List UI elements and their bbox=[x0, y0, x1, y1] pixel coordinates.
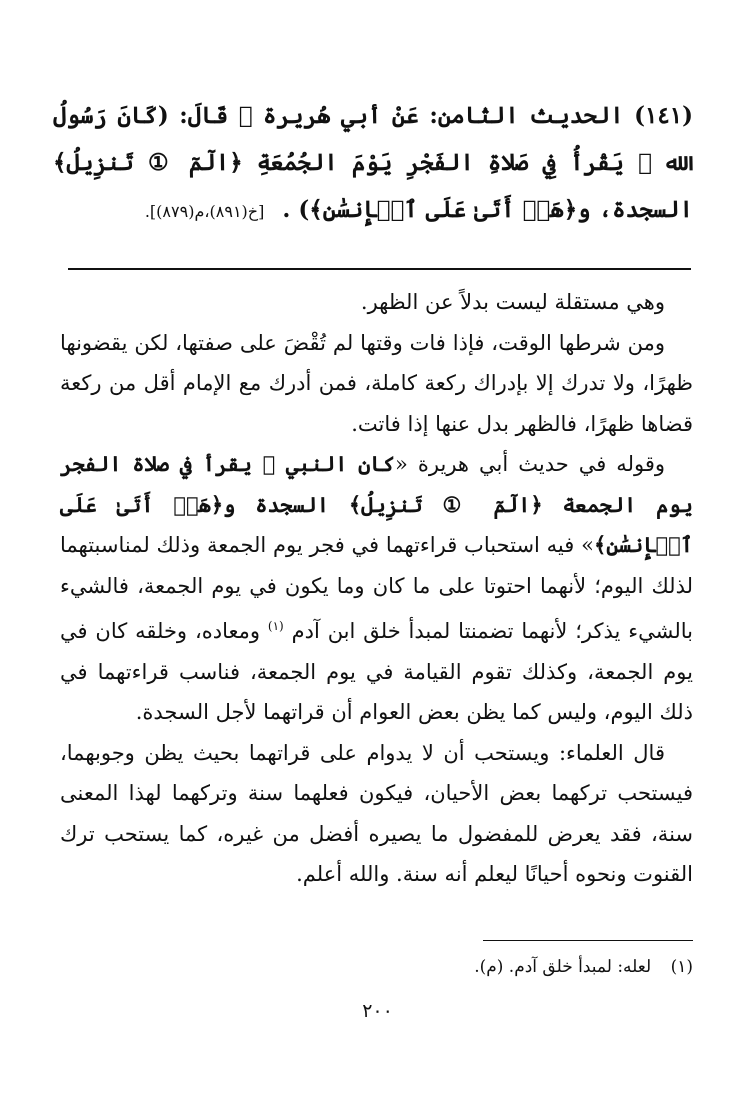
commentary-paragraph-3 bbox=[60, 444, 693, 733]
paragraph-3-body: » فيه استحباب قراءتهما في فجر يوم الجمعة وذلك لمناسبتهما لذلك اليوم؛ لأنهما احتوتا على ما كان وما يكون في يوم الجمعة، فالشيء بالشيء يذكر؛ لأنهما تضمنتا لمبدأ خلق ابن آدم bbox=[60, 533, 693, 643]
section-divider bbox=[68, 268, 691, 270]
footnote-marker: (١) bbox=[267, 619, 284, 633]
paragraph-3-end: ومعاده، وخلقه كان في يوم الجمعة، وكذلك تقوم القيامة في يوم الجمعة، فناسب قراءتهما في ذلك اليوم، وليس كما يظن بعض العوام أن قراتهما لأجل السجدة. bbox=[60, 619, 693, 724]
footnote-number: (١) bbox=[670, 957, 693, 977]
footnote-text: لعله: لمبدأ خلق آدم. (م). bbox=[474, 957, 652, 977]
hadith-text: (١٤١) الحديث الثامن: عَنْ أبي هُريرة ﷺ قَالَ: (كَانَ رَسُولُ الله ﷺ يَقْرأُ فِي صَلاةِ الفَجْرِ يَوْمَ الجُمُعَةِ ﴿الٓمٓ ① تَنزِيلُ﴾ السجدة، و﴿هَلۡ أَتَىٰ عَلَى ٱلۡإِنسَٰنِ﴾) . bbox=[53, 102, 693, 223]
footnote-divider bbox=[483, 940, 693, 941]
paragraph-3-lead: وقوله في حديث أبي هريرة « bbox=[395, 452, 665, 476]
paragraph-3-quoted-hadith: كان النبي ﷺ يقرأ في صلاة الفجر يوم الجمعة ﴿الٓمٓ ① تَنزِيلُ﴾ السجدة و﴿هَلۡ أَتَىٰ عَلَى ٱلۡإِنسَٰنِ﴾ bbox=[60, 451, 693, 557]
hadith-text-block bbox=[53, 92, 693, 235]
footnote bbox=[63, 953, 693, 981]
commentary-paragraph-1: وهي مستقلة ليست بدلاً عن الظهر. bbox=[360, 290, 665, 314]
commentary-block bbox=[60, 282, 693, 895]
hadith-reference: [خ(٨٩١)،م(٨٧٩)]. bbox=[144, 202, 265, 221]
page-number: ٢٠٠ bbox=[362, 1000, 393, 1022]
commentary-paragraph-2: ومن شرطها الوقت، فإذا فات وقتها لم تُقْضَ على صفتها، لكن يقضونها ظهرًا، ولا تدرك إلا بإدراك ركعة كاملة، فمن أدرك مع الإمام أقل من ركعة قضاها ظهرًا، فالظهر بدل عنها إذا فاتت. bbox=[60, 330, 693, 436]
commentary-paragraph-4: قال العلماء: ويستحب أن لا يدوام على قراتهما بحيث يظن وجوبهما، فيستحب تركهما بعض الأحيان، فيكون فعلهما سنة وتركهما لهذا المعنى سنة، فقد يعرض للمفضول ما يصيره أفضل من غيره، كما يستحب ترك القنوت ونحوه أحيانًا ليعلم أنه سنة. والله أعلم. bbox=[60, 740, 693, 886]
